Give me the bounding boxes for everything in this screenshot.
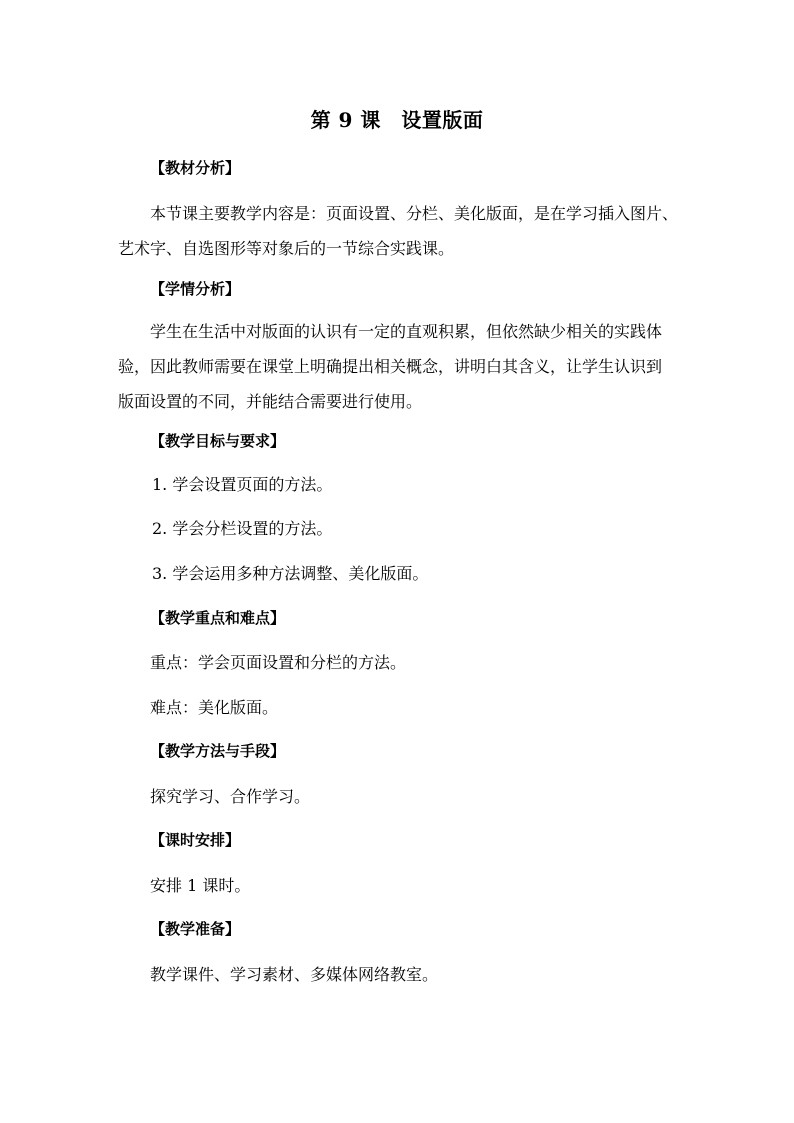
paragraph-line: 本节课主要教学内容是：页面设置、分栏、美化版面，是在学习插入图片、 [150, 204, 679, 223]
methods-text: 探究学习、合作学习。 [150, 787, 311, 806]
heading-methods: 【教学方法与手段】 [150, 742, 286, 760]
preparation-text: 教学课件、学习素材、多媒体网络教室。 [150, 965, 439, 984]
paragraph-line: 艺术字、自选图形等对象后的一节综合实践课。 [118, 239, 455, 258]
heading-schedule: 【课时安排】 [150, 831, 241, 849]
goal-item-3: 3. 学会运用多种方法调整、美化版面。 [152, 564, 429, 583]
paragraph-line: 验，因此教师需要在课堂上明确提出相关概念，讲明白其含义，让学生认识到 [118, 357, 663, 376]
paragraph-line: 学生在生活中对版面的认识有一定的直观积累，但依然缺少相关的实践体 [150, 322, 663, 341]
page-title: 第 9 课 设置版面 [310, 108, 484, 132]
heading-material-analysis: 【教材分析】 [150, 159, 241, 177]
schedule-text: 安排 1 课时。 [150, 876, 251, 895]
goal-item-2: 2. 学会分栏设置的方法。 [152, 519, 333, 538]
heading-key-points: 【教学重点和难点】 [150, 609, 286, 627]
paragraph-line: 版面设置的不同，并能结合需要进行使用。 [118, 392, 423, 411]
key-point-text: 重点：学会页面设置和分栏的方法。 [150, 653, 407, 672]
paragraph-student-analysis [118, 314, 698, 419]
heading-student-analysis: 【学情分析】 [150, 280, 241, 298]
heading-preparation: 【教学准备】 [150, 920, 241, 938]
goal-item-1: 1. 学会设置页面的方法。 [152, 475, 333, 494]
paragraph-material-analysis [118, 196, 698, 266]
difficult-point-text: 难点：美化版面。 [150, 698, 279, 717]
heading-goals: 【教学目标与要求】 [150, 432, 286, 450]
